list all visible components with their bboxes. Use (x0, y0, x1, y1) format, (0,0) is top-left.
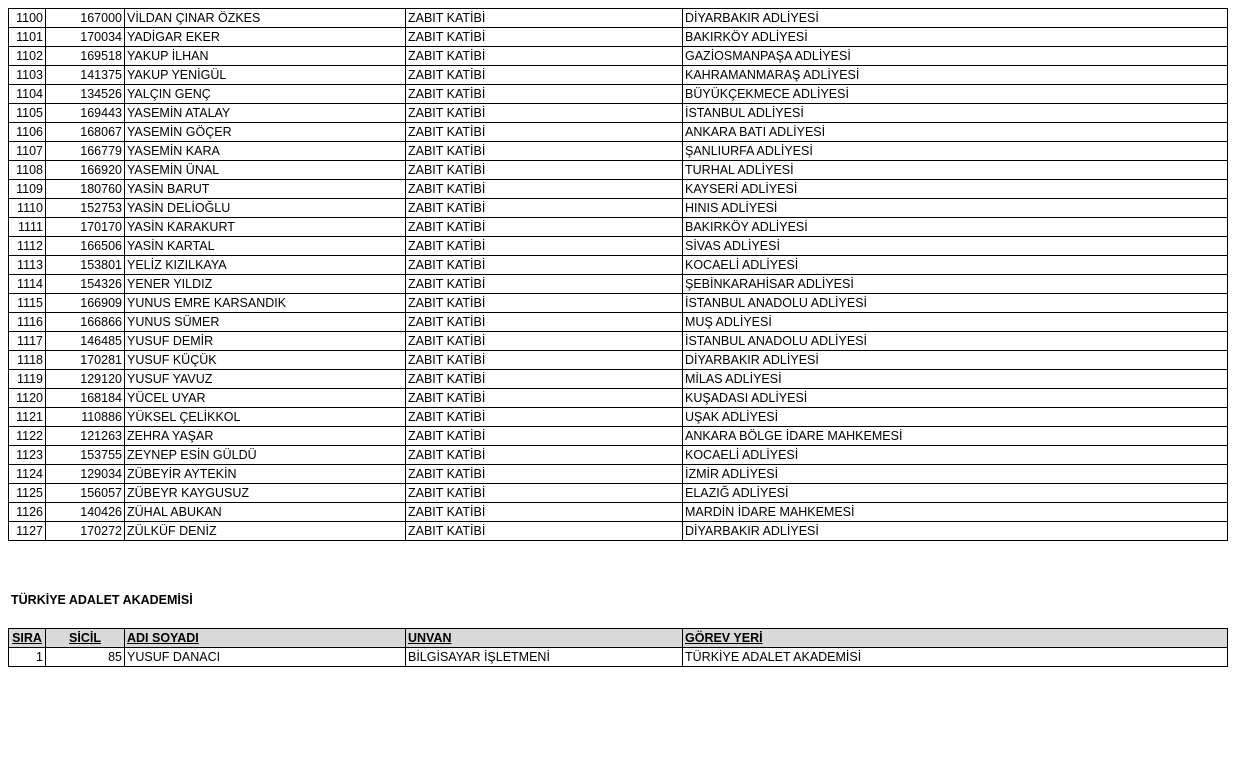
cell-adi-soyadi: VİLDAN ÇINAR ÖZKES (125, 9, 406, 28)
cell-unvan: ZABIT KATİBİ (406, 256, 683, 275)
table-row (9, 47, 1228, 66)
cell-sicil: 166909 (46, 294, 125, 313)
cell-sira: 1112 (9, 237, 46, 256)
cell-adi-soyadi: YUNUS SÜMER (125, 313, 406, 332)
cell-gorev-yeri: KAHRAMANMARAŞ ADLİYESİ (683, 66, 1228, 85)
cell-sira: 1118 (9, 351, 46, 370)
cell-gorev-yeri: ELAZIĞ ADLİYESİ (683, 484, 1228, 503)
cell-gorev-yeri: UŞAK ADLİYESİ (683, 408, 1228, 427)
cell-sira: 1120 (9, 389, 46, 408)
cell-sicil: 167000 (46, 9, 125, 28)
cell-sira: 1104 (9, 85, 46, 104)
cell-gorev-yeri: HINIS ADLİYESİ (683, 199, 1228, 218)
table-row (9, 408, 1228, 427)
table-row (9, 104, 1228, 123)
cell-adi-soyadi: ZEYNEP ESİN GÜLDÜ (125, 446, 406, 465)
cell-sicil: 85 (46, 648, 125, 667)
cell-unvan: ZABIT KATİBİ (406, 313, 683, 332)
cell-sicil: 168184 (46, 389, 125, 408)
cell-gorev-yeri: KAYSERİ ADLİYESİ (683, 180, 1228, 199)
cell-sicil: 170281 (46, 351, 125, 370)
cell-adi-soyadi: ZEHRA YAŞAR (125, 427, 406, 446)
cell-gorev-yeri: MİLAS ADLİYESİ (683, 370, 1228, 389)
cell-gorev-yeri: İSTANBUL ANADOLU ADLİYESİ (683, 332, 1228, 351)
cell-adi-soyadi: YUSUF DANACI (125, 648, 406, 667)
table-row (9, 237, 1228, 256)
akademi-table-body (9, 648, 1228, 667)
cell-adi-soyadi: YASEMİN GÖÇER (125, 123, 406, 142)
cell-sicil: 166866 (46, 313, 125, 332)
cell-sira: 1105 (9, 104, 46, 123)
cell-adi-soyadi: YASİN BARUT (125, 180, 406, 199)
cell-gorev-yeri: BAKIRKÖY ADLİYESİ (683, 218, 1228, 237)
cell-gorev-yeri: GAZİOSMANPAŞA ADLİYESİ (683, 47, 1228, 66)
cell-unvan: ZABIT KATİBİ (406, 218, 683, 237)
cell-gorev-yeri: TURHAL ADLİYESİ (683, 161, 1228, 180)
cell-sicil: 129034 (46, 465, 125, 484)
cell-sira: 1103 (9, 66, 46, 85)
cell-sira: 1127 (9, 522, 46, 541)
personnel-table-body (9, 9, 1228, 541)
cell-gorev-yeri: İZMİR ADLİYESİ (683, 465, 1228, 484)
cell-unvan: ZABIT KATİBİ (406, 427, 683, 446)
cell-sicil: 166920 (46, 161, 125, 180)
cell-sira: 1102 (9, 47, 46, 66)
table-row (9, 28, 1228, 47)
cell-adi-soyadi: YENER YILDIZ (125, 275, 406, 294)
cell-sicil: 146485 (46, 332, 125, 351)
table-row (9, 370, 1228, 389)
cell-unvan: ZABIT KATİBİ (406, 180, 683, 199)
cell-sicil: 170170 (46, 218, 125, 237)
cell-gorev-yeri: KOCAELİ ADLİYESİ (683, 446, 1228, 465)
cell-sicil: 169518 (46, 47, 125, 66)
cell-adi-soyadi: YÜCEL UYAR (125, 389, 406, 408)
cell-unvan: ZABIT KATİBİ (406, 237, 683, 256)
cell-sicil: 180760 (46, 180, 125, 199)
table-row (9, 351, 1228, 370)
cell-adi-soyadi: YASEMİN ÜNAL (125, 161, 406, 180)
cell-unvan: ZABIT KATİBİ (406, 484, 683, 503)
akademi-header-row (9, 629, 1228, 648)
cell-adi-soyadi: YALÇIN GENÇ (125, 85, 406, 104)
cell-adi-soyadi: YAKUP YENİGÜL (125, 66, 406, 85)
cell-unvan: ZABIT KATİBİ (406, 47, 683, 66)
cell-adi-soyadi: ZÜBEYİR AYTEKİN (125, 465, 406, 484)
cell-sira: 1125 (9, 484, 46, 503)
table-row (9, 123, 1228, 142)
table-row (9, 218, 1228, 237)
table-row (9, 446, 1228, 465)
table-row (9, 465, 1228, 484)
cell-sira: 1114 (9, 275, 46, 294)
cell-gorev-yeri: MARDİN İDARE MAHKEMESİ (683, 503, 1228, 522)
cell-adi-soyadi: YASEMİN ATALAY (125, 104, 406, 123)
table-row (9, 85, 1228, 104)
cell-gorev-yeri: BÜYÜKÇEKMECE ADLİYESİ (683, 85, 1228, 104)
cell-unvan: ZABIT KATİBİ (406, 104, 683, 123)
cell-unvan: ZABIT KATİBİ (406, 522, 683, 541)
cell-sicil: 166506 (46, 237, 125, 256)
header-adi-soyadi: ADI SOYADI (125, 629, 406, 648)
cell-sira: 1117 (9, 332, 46, 351)
cell-sicil: 154326 (46, 275, 125, 294)
cell-gorev-yeri: KOCAELİ ADLİYESİ (683, 256, 1228, 275)
cell-unvan: BİLGİSAYAR İŞLETMENİ (406, 648, 683, 667)
table-row (9, 522, 1228, 541)
cell-sicil: 156057 (46, 484, 125, 503)
cell-unvan: ZABIT KATİBİ (406, 275, 683, 294)
cell-unvan: ZABIT KATİBİ (406, 9, 683, 28)
cell-adi-soyadi: YUSUF YAVUZ (125, 370, 406, 389)
cell-adi-soyadi: ZÜBEYR KAYGUSUZ (125, 484, 406, 503)
cell-gorev-yeri: DİYARBAKIR ADLİYESİ (683, 522, 1228, 541)
cell-sira: 1106 (9, 123, 46, 142)
cell-sicil: 169443 (46, 104, 125, 123)
header-sira: SIRA (9, 629, 46, 648)
cell-sira: 1122 (9, 427, 46, 446)
table-row (9, 9, 1228, 28)
cell-sicil: 141375 (46, 66, 125, 85)
cell-sicil: 153801 (46, 256, 125, 275)
table-row (9, 648, 1228, 667)
cell-sira: 1116 (9, 313, 46, 332)
cell-sicil: 110886 (46, 408, 125, 427)
cell-unvan: ZABIT KATİBİ (406, 370, 683, 389)
cell-sira: 1113 (9, 256, 46, 275)
table-row (9, 256, 1228, 275)
cell-unvan: ZABIT KATİBİ (406, 28, 683, 47)
cell-unvan: ZABIT KATİBİ (406, 123, 683, 142)
cell-gorev-yeri: KUŞADASI ADLİYESİ (683, 389, 1228, 408)
cell-adi-soyadi: YUSUF KÜÇÜK (125, 351, 406, 370)
cell-gorev-yeri: DİYARBAKIR ADLİYESİ (683, 9, 1228, 28)
cell-gorev-yeri: ANKARA BATI ADLİYESİ (683, 123, 1228, 142)
cell-unvan: ZABIT KATİBİ (406, 446, 683, 465)
cell-sicil: 166779 (46, 142, 125, 161)
cell-sira: 1108 (9, 161, 46, 180)
cell-sira: 1110 (9, 199, 46, 218)
cell-sicil: 168067 (46, 123, 125, 142)
cell-gorev-yeri: ŞANLIURFA ADLİYESİ (683, 142, 1228, 161)
cell-gorev-yeri: TÜRKİYE ADALET AKADEMİSİ (683, 648, 1228, 667)
cell-sicil: 134526 (46, 85, 125, 104)
table-row (9, 313, 1228, 332)
cell-adi-soyadi: YASİN DELİOĞLU (125, 199, 406, 218)
cell-adi-soyadi: YAKUP İLHAN (125, 47, 406, 66)
cell-gorev-yeri: ŞEBİNKARAHİSAR ADLİYESİ (683, 275, 1228, 294)
table-row (9, 180, 1228, 199)
cell-sira: 1 (9, 648, 46, 667)
header-sicil: SİCİL (46, 629, 125, 648)
table-row (9, 503, 1228, 522)
cell-sira: 1123 (9, 446, 46, 465)
cell-sira: 1111 (9, 218, 46, 237)
cell-unvan: ZABIT KATİBİ (406, 142, 683, 161)
cell-sira: 1101 (9, 28, 46, 47)
section-title: TÜRKİYE ADALET AKADEMİSİ (11, 593, 193, 607)
cell-sira: 1126 (9, 503, 46, 522)
table-row (9, 66, 1228, 85)
cell-sicil: 152753 (46, 199, 125, 218)
personnel-table (8, 8, 1228, 541)
cell-sira: 1119 (9, 370, 46, 389)
cell-sira: 1121 (9, 408, 46, 427)
cell-unvan: ZABIT KATİBİ (406, 351, 683, 370)
cell-adi-soyadi: ZÜHAL ABUKAN (125, 503, 406, 522)
cell-gorev-yeri: İSTANBUL ANADOLU ADLİYESİ (683, 294, 1228, 313)
cell-adi-soyadi: YASİN KARAKURT (125, 218, 406, 237)
cell-adi-soyadi: YUSUF DEMİR (125, 332, 406, 351)
cell-adi-soyadi: YELİZ KIZILKAYA (125, 256, 406, 275)
table-row (9, 427, 1228, 446)
cell-gorev-yeri: SİVAS ADLİYESİ (683, 237, 1228, 256)
cell-gorev-yeri: MUŞ ADLİYESİ (683, 313, 1228, 332)
table-row (9, 389, 1228, 408)
table-row (9, 332, 1228, 351)
cell-sicil: 129120 (46, 370, 125, 389)
cell-sicil: 170272 (46, 522, 125, 541)
cell-sicil: 153755 (46, 446, 125, 465)
table-row (9, 484, 1228, 503)
cell-sira: 1107 (9, 142, 46, 161)
cell-adi-soyadi: YÜKSEL ÇELİKKOL (125, 408, 406, 427)
cell-gorev-yeri: DİYARBAKIR ADLİYESİ (683, 351, 1228, 370)
table-row (9, 161, 1228, 180)
akademi-table (8, 628, 1228, 667)
cell-gorev-yeri: BAKIRKÖY ADLİYESİ (683, 28, 1228, 47)
cell-adi-soyadi: YASİN KARTAL (125, 237, 406, 256)
table-row (9, 199, 1228, 218)
header-gorev-yeri: GÖREV YERİ (683, 629, 1228, 648)
cell-sira: 1124 (9, 465, 46, 484)
cell-unvan: ZABIT KATİBİ (406, 85, 683, 104)
cell-adi-soyadi: YUNUS EMRE KARSANDIK (125, 294, 406, 313)
table-row (9, 142, 1228, 161)
cell-unvan: ZABIT KATİBİ (406, 465, 683, 484)
cell-sira: 1115 (9, 294, 46, 313)
cell-unvan: ZABIT KATİBİ (406, 66, 683, 85)
cell-unvan: ZABIT KATİBİ (406, 161, 683, 180)
cell-sicil: 121263 (46, 427, 125, 446)
cell-unvan: ZABIT KATİBİ (406, 503, 683, 522)
cell-sira: 1109 (9, 180, 46, 199)
cell-adi-soyadi: YASEMİN KARA (125, 142, 406, 161)
table-row (9, 275, 1228, 294)
cell-unvan: ZABIT KATİBİ (406, 199, 683, 218)
cell-sicil: 140426 (46, 503, 125, 522)
cell-unvan: ZABIT KATİBİ (406, 408, 683, 427)
table-row (9, 294, 1228, 313)
cell-unvan: ZABIT KATİBİ (406, 389, 683, 408)
cell-adi-soyadi: YADİGAR EKER (125, 28, 406, 47)
header-unvan: UNVAN (406, 629, 683, 648)
cell-adi-soyadi: ZÜLKÜF DENİZ (125, 522, 406, 541)
cell-unvan: ZABIT KATİBİ (406, 294, 683, 313)
cell-sicil: 170034 (46, 28, 125, 47)
cell-gorev-yeri: İSTANBUL ADLİYESİ (683, 104, 1228, 123)
cell-gorev-yeri: ANKARA BÖLGE İDARE MAHKEMESİ (683, 427, 1228, 446)
cell-unvan: ZABIT KATİBİ (406, 332, 683, 351)
cell-sira: 1100 (9, 9, 46, 28)
